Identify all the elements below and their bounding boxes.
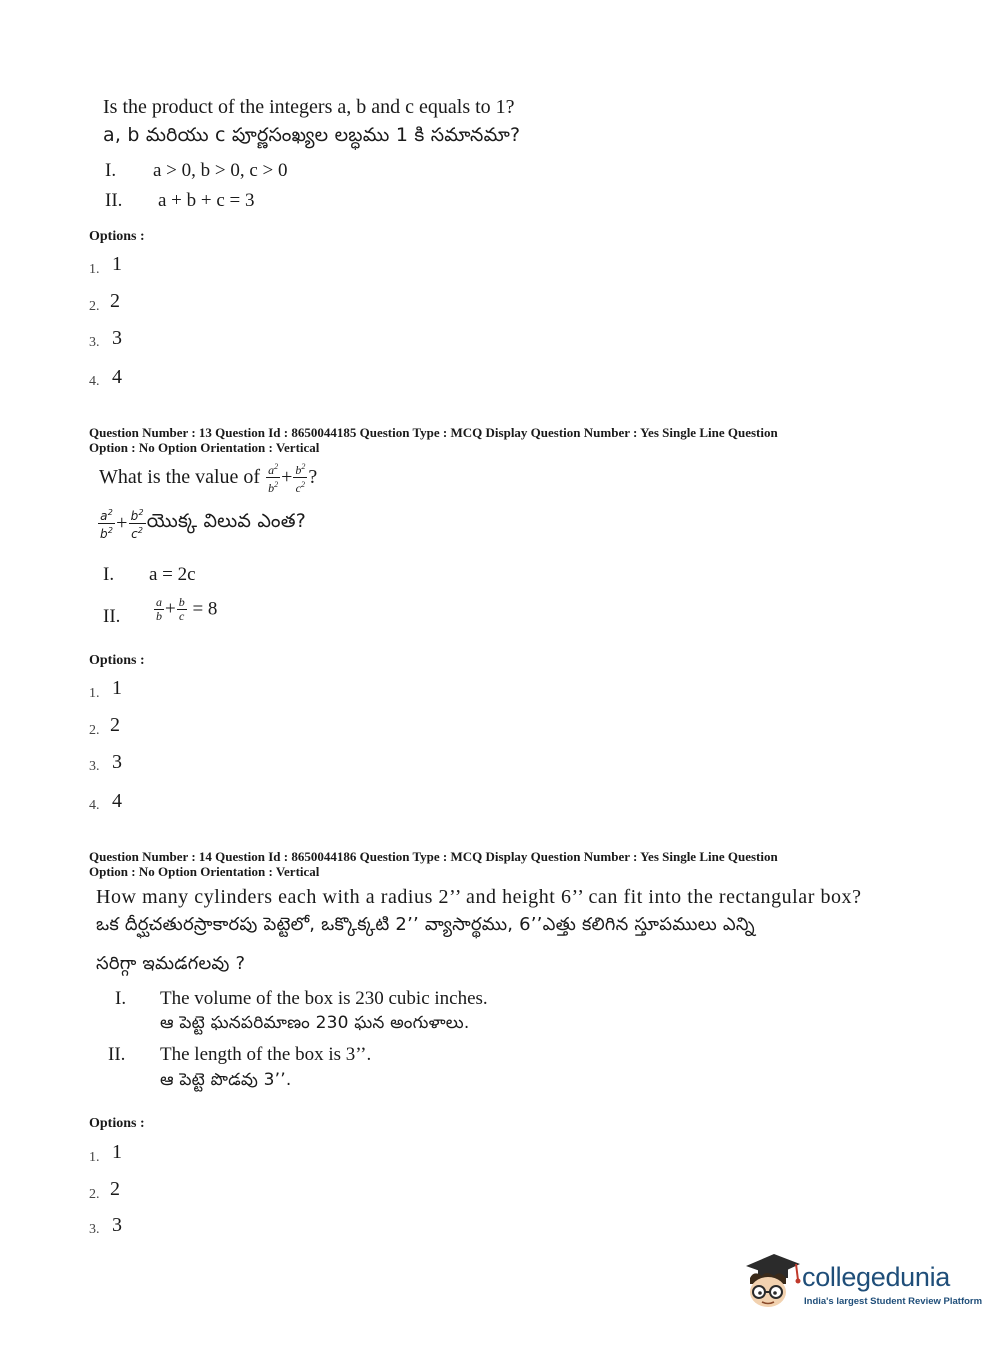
fraction-b2-c2: $\frac{b^2}{c^2}$ — [130, 508, 144, 541]
q13-meta-line-1: Question Number : 13 Question Id : 8650044185 Question Type : MCQ Display Question Number : Yes Single Line Question — [89, 425, 778, 440]
fraction-b-c: $\frac{b}{c}$ — [178, 595, 185, 623]
q14-options-heading: Options : — [89, 1116, 145, 1131]
option-number: 3. — [89, 1222, 100, 1237]
option-number: 2. — [89, 1187, 100, 1202]
option-value: 4 — [112, 366, 122, 388]
option-value: 2 — [110, 1178, 120, 1200]
q13-statement-1: a = 2c — [149, 564, 196, 585]
option-number: 2. — [89, 299, 100, 314]
q14-meta-line-2: Option : No Option Orientation : Vertical — [89, 864, 320, 879]
q13-statement-1-label: I. — [103, 564, 115, 585]
q13-options-heading: Options : — [89, 653, 145, 668]
option-value: 1 — [112, 253, 122, 275]
q14-statement-2-label: II. — [108, 1044, 126, 1065]
option-value: 3 — [112, 327, 122, 349]
fraction-a2-b2: $\frac{a^2}{b^2}$ — [100, 508, 114, 541]
option-number: 3. — [89, 335, 100, 350]
option-value: 1 — [112, 1141, 122, 1163]
q12-statement-1: a > 0, b > 0, c > 0 — [153, 160, 288, 181]
fraction-b2-c2: $\frac{b^2}{c^2}$ — [295, 462, 306, 495]
collegedunia-logo[interactable] — [740, 1246, 983, 1314]
q13-meta-line-2: Option : No Option Orientation : Vertical — [89, 440, 320, 455]
q14-text-en: How many cylinders each with a radius 2’’ and height 6’’ can fit into the rectangular box? — [96, 886, 862, 908]
option-number: 2. — [89, 723, 100, 738]
fraction-a-b: $\frac{a}{b}$ — [156, 595, 162, 623]
q13-text-en: What is the value of $\frac{a^2}{b^2}$ + $\frac{b^2}{c^2}$ ? — [99, 462, 318, 495]
q12-statement-2-label: II. — [105, 190, 123, 211]
option-value: 2 — [110, 714, 120, 736]
option-number: 1. — [89, 686, 100, 701]
option-number: 1. — [89, 262, 100, 277]
q14-statement-2-te: ఆ పెట్టె పొడవు 3’’. — [160, 1070, 292, 1090]
q14-statement-1-label: I. — [115, 988, 127, 1009]
mascot-icon — [740, 1248, 802, 1312]
q14-statement-1-te: ఆ పెట్టె ఘనపరిమాణం 230 ఘన అంగుళాలు. — [160, 1013, 470, 1033]
option-value: 3 — [112, 1214, 122, 1236]
q13-text-te: $\frac{a^2}{b^2}$ + $\frac{b^2}{c^2}$ యొక్క విలువ ఎంత? — [100, 508, 306, 541]
q13-statement-2-rhs: = 8 — [192, 598, 218, 620]
q12-text-te: a, b మరియు c పూర్ణసంఖ్యల లబ్ధము 1 కి సమానమా? — [103, 124, 521, 146]
option-value: 2 — [110, 290, 120, 312]
option-value: 3 — [112, 751, 122, 773]
q13-text-en-pre: What is the value of — [99, 466, 261, 488]
option-value: 4 — [112, 790, 122, 812]
q12-options-heading: Options : — [89, 229, 145, 244]
q14-statement-1-en: The volume of the box is 230 cubic inches. — [160, 988, 488, 1009]
logo-tagline: India's largest Student Review Platform — [804, 1296, 983, 1307]
q13-statement-2: $\frac{a}{b}$ + $\frac{b}{c}$ = 8 — [156, 595, 218, 623]
option-number: 4. — [89, 374, 100, 389]
option-number: 1. — [89, 1150, 100, 1165]
q14-meta-line-1: Question Number : 14 Question Id : 8650044186 Question Type : MCQ Display Question Number : Yes Single Line Question — [89, 849, 778, 864]
option-number: 4. — [89, 798, 100, 813]
q12-statement-1-label: I. — [105, 160, 117, 181]
q13-statement-2-label: II. — [103, 606, 121, 627]
q14-text-te-line-1: ఒక దీర్ఘచతురస్రాకారపు పెట్టెలో, ఒక్కొక్కటి 2’’ వ్యాసార్థము, 6’’ఎత్తు కలిగిన స్తూపములు ఎన్ని — [96, 914, 755, 935]
q14-text-te-line-2: సరిగ్గా ఇమడగలవు ? — [96, 953, 246, 974]
logo-wordmark: collegedunia — [802, 1262, 951, 1292]
option-value: 1 — [112, 677, 122, 699]
option-number: 3. — [89, 759, 100, 774]
q13-text-te-post: యొక్క విలువ ఎంత? — [146, 510, 306, 532]
fraction-a2-b2: $\frac{a^2}{b^2}$ — [268, 462, 279, 495]
q12-text-en: Is the product of the integers a, b and c equals to 1? — [103, 96, 515, 118]
q14-statement-2-en: The length of the box is 3’’. — [160, 1044, 372, 1065]
q12-statement-2: a + b + c = 3 — [158, 190, 255, 211]
